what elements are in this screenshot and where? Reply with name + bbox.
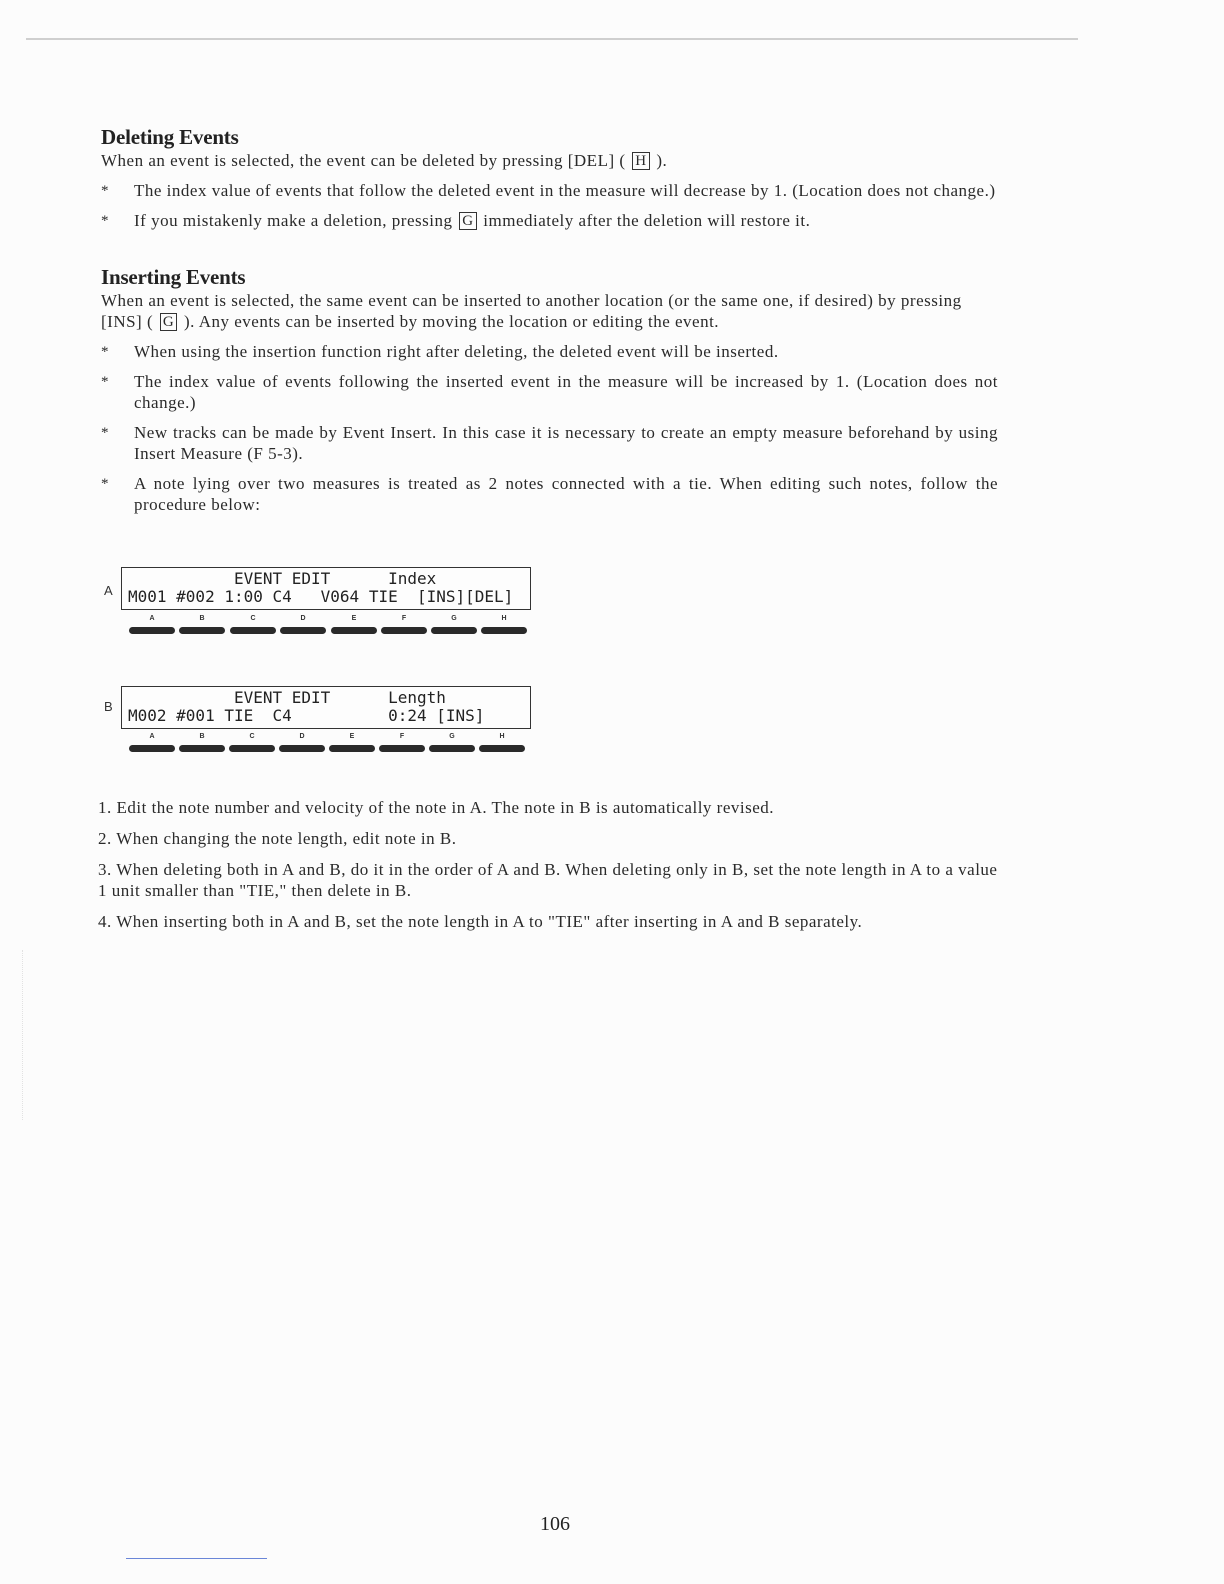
display-b-letter: B [104,699,113,714]
deleting-events-heading: Deleting Events [101,125,239,149]
inserting-events-heading: Inserting Events [101,265,246,289]
list-item: * When using the insertion function right after deleting, the deleted event will be inserted. [101,342,779,361]
key-g-icon: G [459,212,476,230]
soft-button-b[interactable]: B [179,615,225,639]
soft-button-c[interactable]: C [230,615,276,639]
soft-button-a[interactable]: A [129,733,175,757]
top-rule [26,38,1078,40]
soft-button-b[interactable]: B [179,733,225,757]
soft-button-f[interactable]: F [381,615,427,639]
soft-button-h[interactable]: H [479,733,525,757]
step-item: 1. Edit the note number and velocity of the note in A. The note in B is automatically revised. [98,798,775,817]
soft-button-e[interactable]: E [329,733,375,757]
lcd-b-line2: M002 #001 TIE C4 0:24 [INS] [128,706,485,725]
lcd-screen-a [121,567,531,610]
lcd-b-line1: EVENT EDIT Length [128,688,446,707]
step-item: 3. When deleting both in A and B, do it in the order of A and B. When deleting only in B, set the note length in A to a value 1 unit smaller than "TIE," then delete in B. [98,860,998,900]
display-a-letter: A [104,583,113,598]
deleting-notes [101,180,998,231]
soft-buttons-b [129,733,529,757]
inserting-section [101,264,998,515]
inserting-notes [101,341,998,515]
soft-button-h[interactable]: H [481,615,527,639]
lcd-display-a [101,566,531,646]
lcd-a-line1: EVENT EDIT Index [128,569,437,588]
soft-button-a[interactable]: A [129,615,175,639]
list-item: * If you mistakenly make a deletion, pressing G immediately after the deletion will restore it. [101,211,811,230]
soft-button-d[interactable]: D [279,733,325,757]
key-g-icon: G [160,313,177,331]
step-item: 4. When inserting both in A and B, set the note length in A to "TIE" after inserting in A and B separately. [98,912,863,931]
soft-button-c[interactable]: C [229,733,275,757]
list-item: * The index value of events following the inserted event in the measure will be increased by 1. (Location does not change.) [101,372,998,412]
list-item: * The index value of events that follow the deleted event in the measure will decrease by 1. (Location does not change.) [101,181,996,200]
soft-button-e[interactable]: E [331,615,377,639]
bottom-rule [126,1558,267,1559]
soft-button-g[interactable]: G [431,615,477,639]
lcd-screen-b [121,686,531,729]
soft-buttons-a [129,615,529,639]
step-item: 2. When changing the note length, edit note in B. [98,829,457,848]
inserting-intro: When an event is selected, the same event can be inserted to another location (or the same one, if desired) by pressing [INS] ( G ). Any events can be inserted by moving the location or editing the event. [101,291,962,331]
deleting-intro: When an event is selected, the event can be deleted by pressing [DEL] ( H ). [101,151,668,170]
soft-button-g[interactable]: G [429,733,475,757]
lcd-display-b [101,685,531,765]
lcd-a-line2: M001 #002 1:00 C4 V064 TIE [INS][DEL] [128,587,514,606]
list-item: * New tracks can be made by Event Insert. In this case it is necessary to create an empty measure beforehand by using Insert Measure (F 5-3). [101,423,998,463]
soft-button-f[interactable]: F [379,733,425,757]
list-item: * A note lying over two measures is treated as 2 notes connected with a tie. When editing such notes, follow the procedure below: [101,474,998,514]
key-h-icon: H [632,152,649,170]
soft-button-d[interactable]: D [280,615,326,639]
procedure-steps [98,797,998,942]
main-content [101,124,998,524]
page-number: 106 [540,1513,570,1535]
scan-speckle [22,950,59,1120]
